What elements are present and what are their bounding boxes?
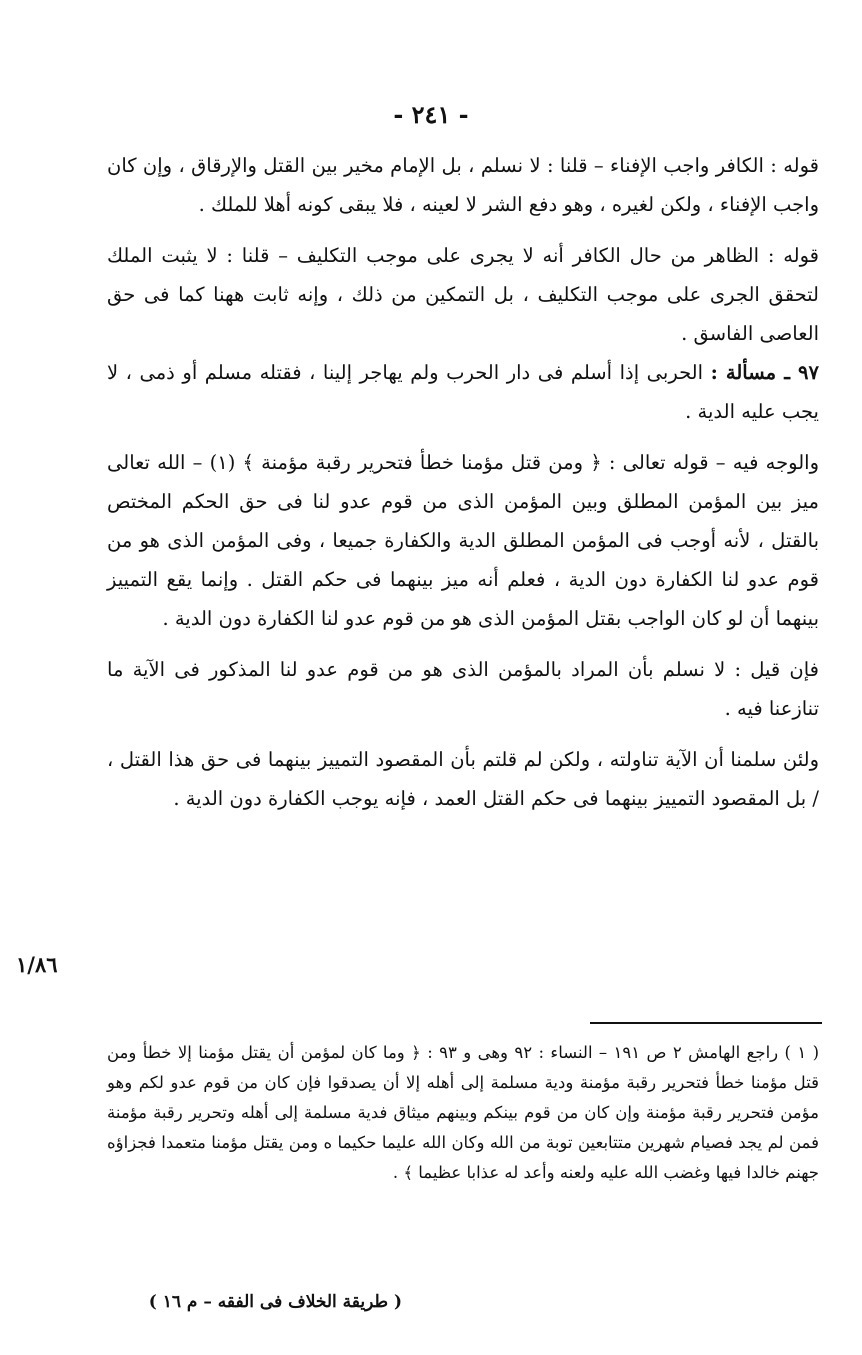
paragraph-3 xyxy=(107,353,819,431)
paragraph-1: قوله : الكافر واجب الإفناء – قلنا : لا نسلم ، بل الإمام مخير بين القتل والإرقاق ، وإن كان واجب الإفناء ، ولكن لغيره ، وهو دفع الشر لا لعينه ، فلا يبقى كونه أهلا للملك . xyxy=(107,154,819,216)
paragraph-4: والوجه فيه – قوله تعالى : ﴿ ومن قتل مؤمنا خطأ فتحرير رقبة مؤمنة ﴾ (١) – الله تعالى ميز بين المؤمن المطلق وبين المؤمن الذى من قوم عدو لنا فى حق الحكم المختص بالقتل ، لأنه أوجب فى المؤمن المطلق الدية والكفارة جميعا ، وفى المؤمن الذى هو من قوم عدو لنا الكفارة دون الدية ، فعلم أنه ميز بينهما فى حكم القتل . وإنما يقع التمييز بينهما أن لو كان الواجب بقتل المؤمن الذى هو من قوم عدو لنا الكفارة دون الدية . xyxy=(107,451,819,630)
page-number: - ٢٤١ - xyxy=(393,100,469,129)
page-footer: ( طريقة الخلاف فى الفقه – م ١٦ ) xyxy=(148,1292,402,1312)
paragraph-5: فإن قيل : لا نسلم بأن المراد بالمؤمن الذى هو من قوم عدو لنا المذكور فى الآية ما تنازعنا فيه . xyxy=(107,658,819,720)
footnote-divider xyxy=(590,1022,822,1024)
footnote: ( ١ ) راجع الهامش ٢ ص ١٩١ – النساء : ٩٢ وهى و ٩٣ : ﴿ وما كان لمؤمن أن يقتل مؤمنا إلا خطأ ومن قتل مؤمنا خطأ فتحرير رقبة مؤمنة ودية مسلمة إلى أهله إلا أن يصدقوا فإن كان من قوم عدو لكم وهو مؤمن فتحرير رقبة مؤمنة وإن كان من قوم بينكم وبينهم ميثاق فدية مسلمة إلى أهله وتحرير رقبة مؤمنة فمن لم يجد فصيام شهرين متتابعين توبة من الله وكان الله عليما حكيما ه ومن يقتل مؤمنا متعمدا فجزاؤه جهنم خالدا فيها وغضب الله عليه ولعنه وأعد له عذابا عظيما ﴾ . xyxy=(107,1043,820,1182)
paragraph-6: ولئن سلمنا أن الآية تناولته ، ولكن لم قلتم بأن المقصود التمييز بينهما فى حق هذا القتل ، / بل المقصود التمييز بينهما فى حكم القتل العمد ، فإنه يوجب الكفارة دون الدية . xyxy=(107,748,819,810)
paragraph-2: قوله : الظاهر من حال الكافر أنه لا يجرى على موجب التكليف – قلنا : لا يثبت الملك لتحقق الجرى على موجب التكليف ، بل التمكين من ذلك ، وإنه ثابت ههنا كما فى حق العاصى الفاسق . xyxy=(107,244,819,345)
body-text xyxy=(107,146,819,830)
question-text: الحربى إذا أسلم فى دار الحرب ولم يهاجر إلينا ، فقتله مسلم أو ذمى ، لا يجب عليه الدية . xyxy=(107,361,819,423)
margin-reference: ١/٨٦ xyxy=(16,952,58,977)
question-label: ٩٧ ـ مسألة : xyxy=(710,361,819,384)
